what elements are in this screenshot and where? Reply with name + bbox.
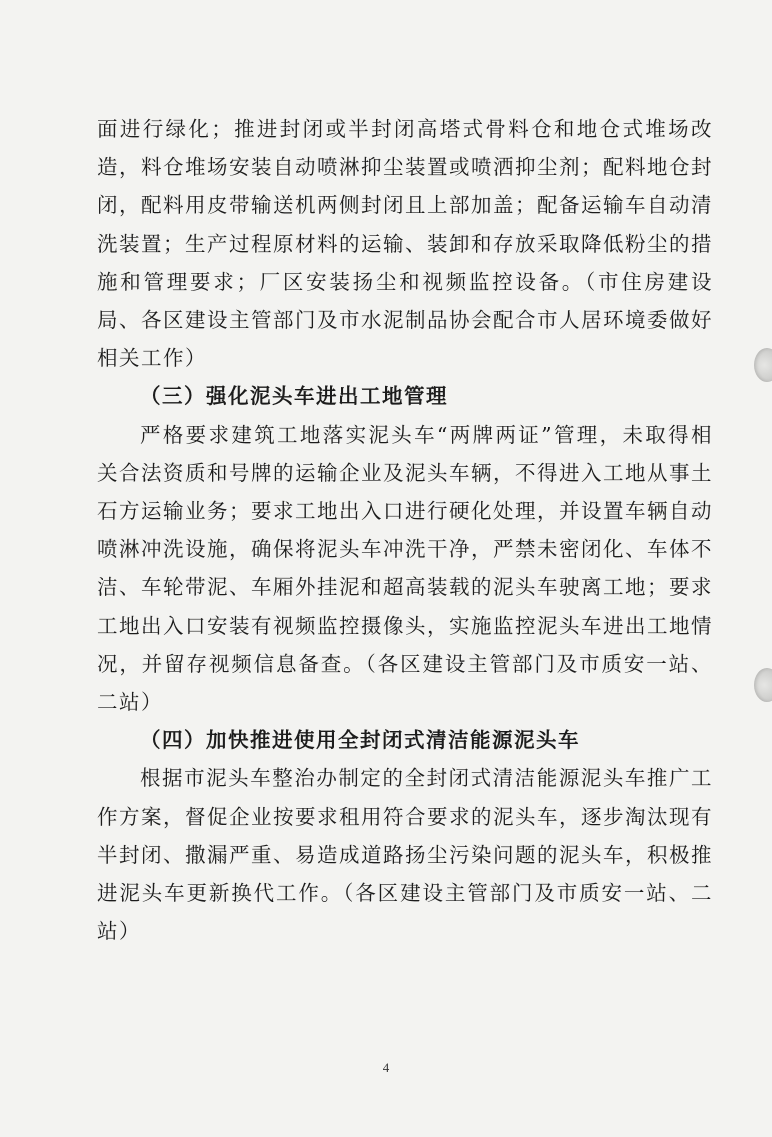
- punch-hole-bottom: [754, 668, 772, 702]
- paragraph-continued: 面进行绿化；推进封闭或半封闭高塔式骨料仓和地仓式堆场改造，料仓堆场安装自动喷淋抑尘装置或喷洒抑尘剂；配料地仓封闭，配料用皮带输送机两侧封闭且上部加盖；配备运输车自动清洗装置；生产过程原材料的运输、装卸和存放采取降低粉尘的措施和管理要求；厂区安装扬尘和视频监控设备。（市住房建设局、各区建设主管部门及市水泥制品协会配合市人居环境委做好相关工作）: [97, 117, 713, 371]
- section-heading-3: （三）强化泥头车进出工地管理: [140, 384, 448, 409]
- page-number: 4: [382, 1060, 390, 1075]
- document-body: [97, 110, 713, 950]
- paragraph-section-4: 根据市泥头车整治办制定的全封闭式清洁能源泥头车推广工作方案，督促企业按要求租用符合要求的泥头车，逐步淘汰现有半封闭、撒漏严重、易造成道路扬尘污染问题的泥头车，积极推进泥头车更新换代工作。（各区建设主管部门及市质安一站、二站）: [97, 766, 713, 944]
- section-heading-4: （四）加快推进使用全封闭式清洁能源泥头车: [140, 728, 580, 753]
- punch-hole-top: [754, 348, 772, 382]
- paragraph-section-3: 严格要求建筑工地落实泥头车“两牌两证”管理，未取得相关合法资质和号牌的运输企业及泥头车辆，不得进入工地从事土石方运输业务；要求工地出入口进行硬化处理，并设置车辆自动喷淋冲洗设施，确保将泥头车冲洗干净，严禁未密闭化、车体不洁、车轮带泥、车厢外挂泥和超高装载的泥头车驶离工地；要求工地出入口安装有视频监控摄像头，实施监控泥头车进出工地情况，并留存视频信息备查。（各区建设主管部门及市质安一站、二站）: [97, 422, 713, 715]
